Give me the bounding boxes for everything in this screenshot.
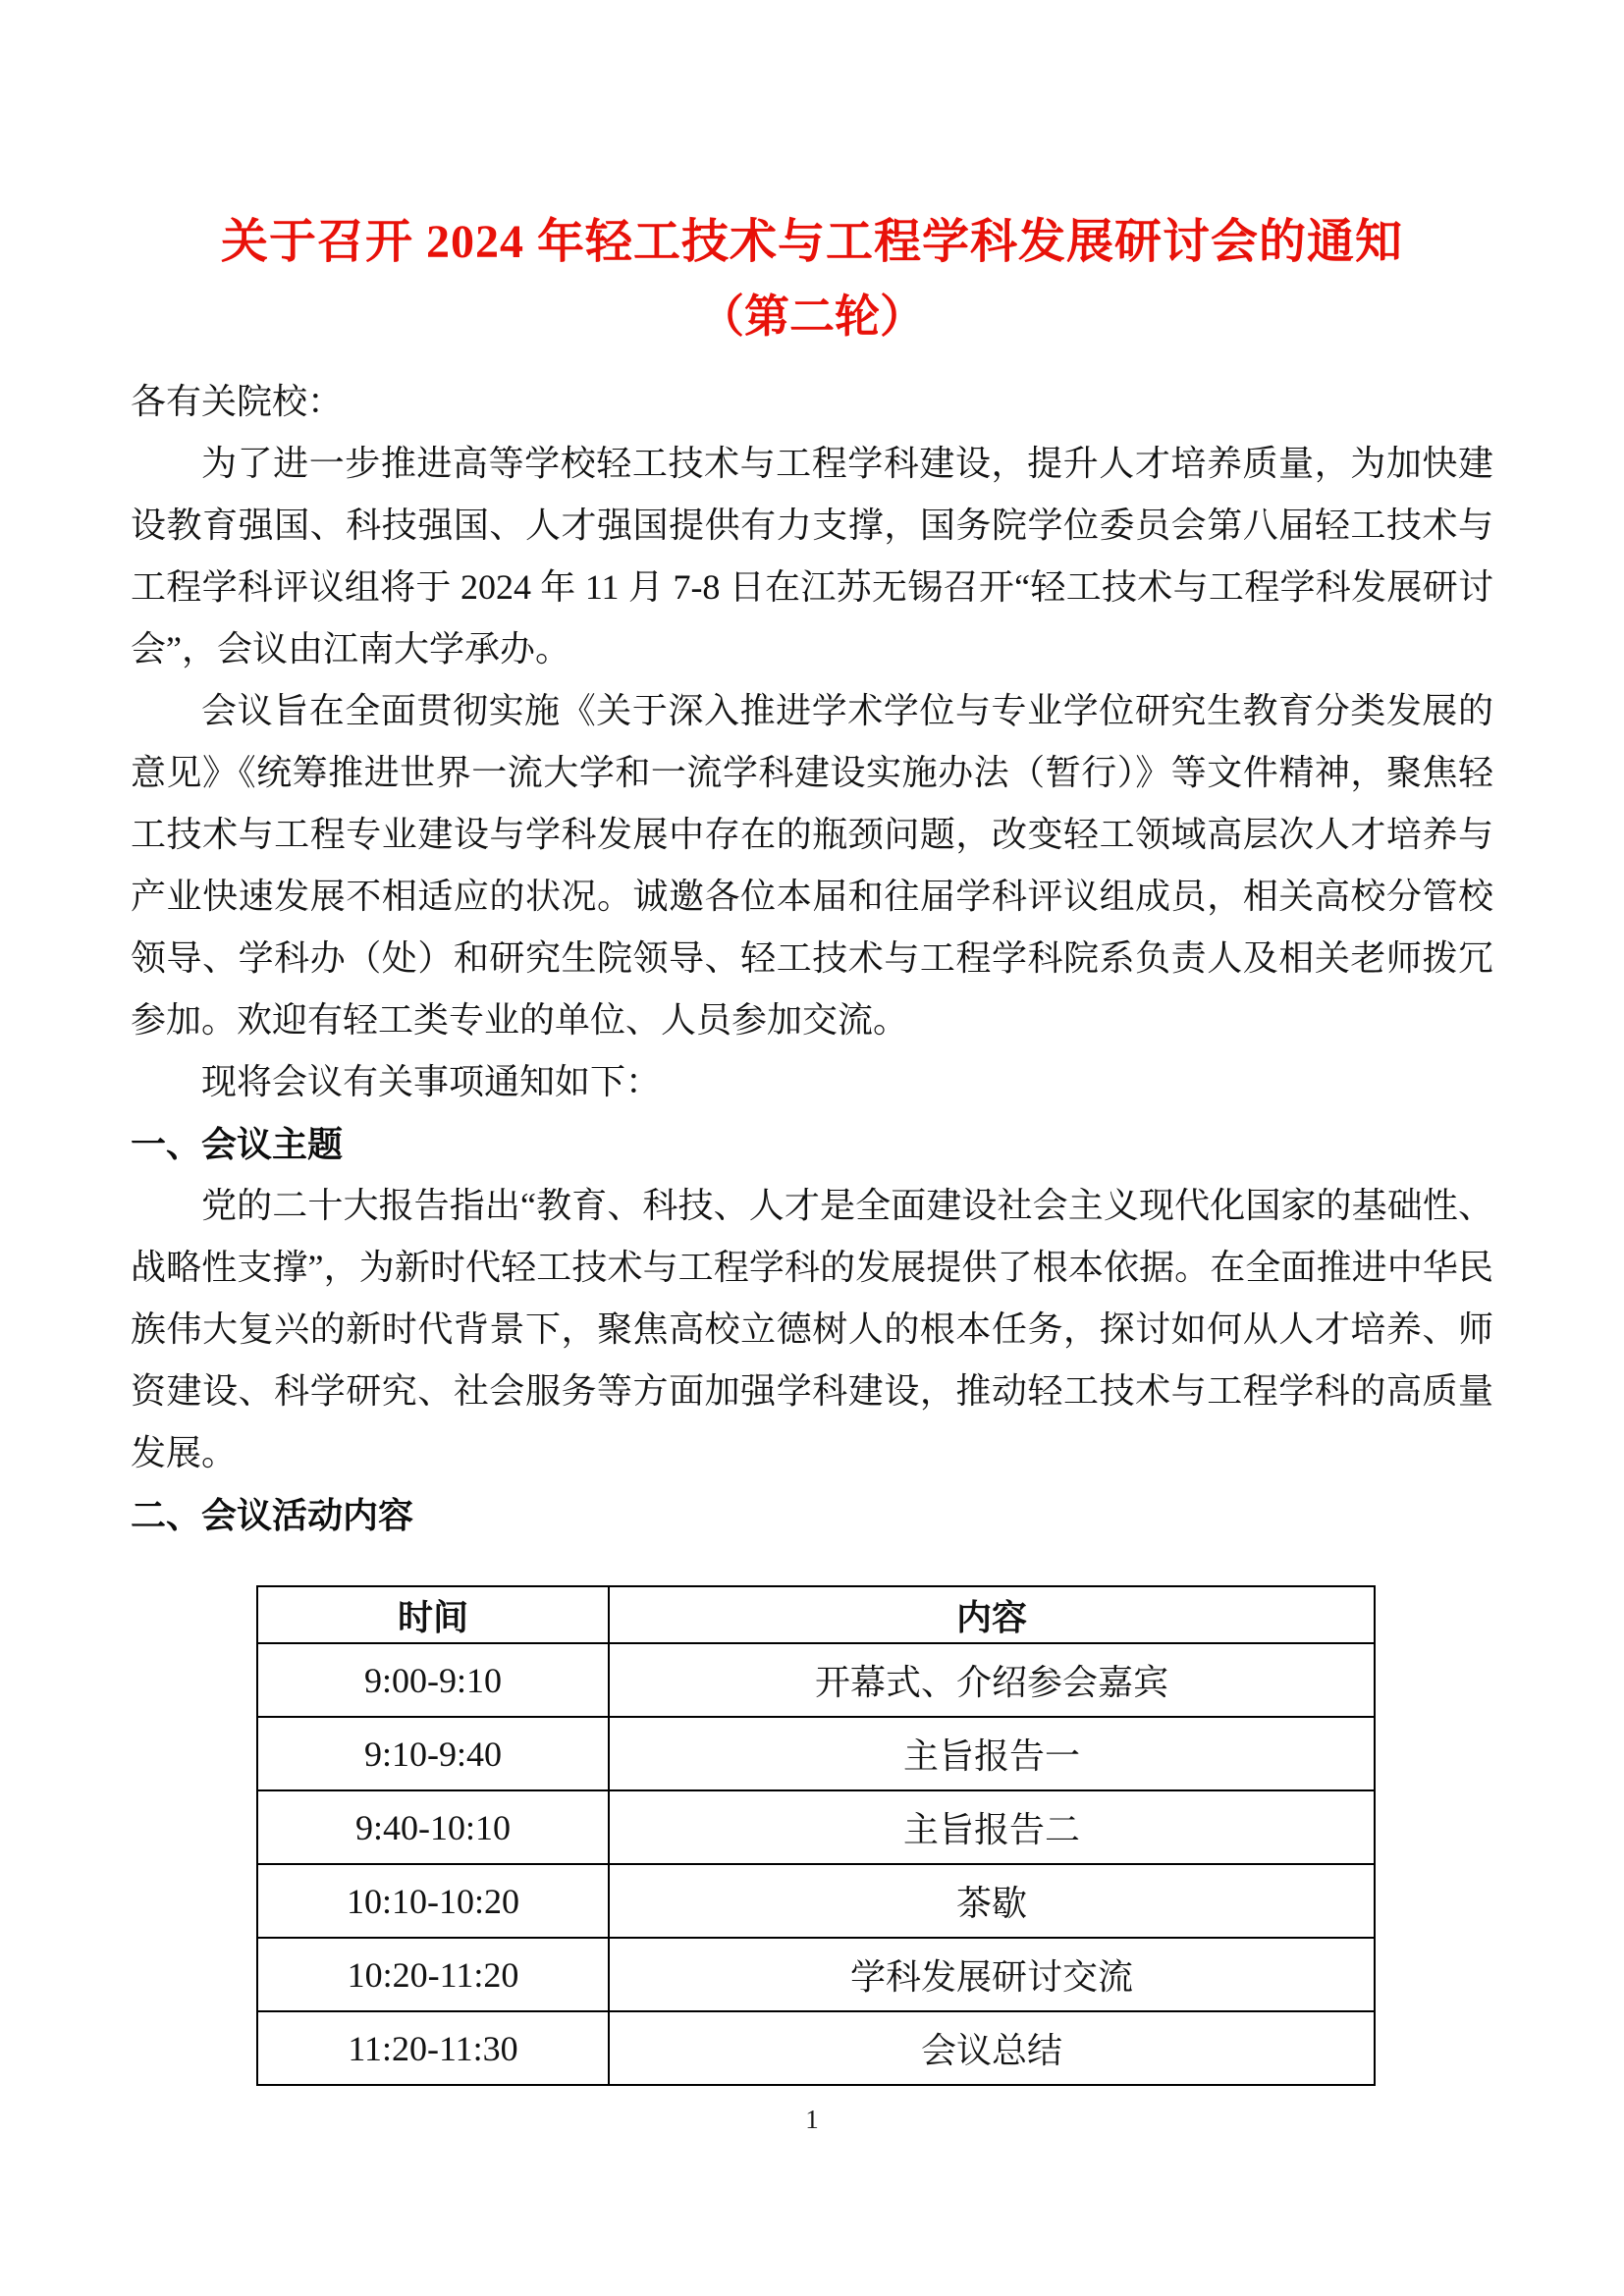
table-row xyxy=(257,1643,1375,1717)
cell-time: 11:20-11:30 xyxy=(257,2011,609,2085)
schedule-table xyxy=(256,1585,1376,2086)
section-2-heading: 二、会议活动内容 xyxy=(131,1495,414,1535)
paragraph-1: 为了进一步推进高等学校轻工技术与工程学科建设，提升人才培养质量，为加快建设教育强国、科技强国、人才强国提供有力支撑，国务院学位委员会第八届轻工技术与工程学科评议组将于 2024 年 11 月 7-8 日在江苏无锡召开“轻工技术与工程学科发展研讨会”，会议由江南大学承办。 xyxy=(131,444,1493,668)
cell-content: 会议总结 xyxy=(609,2011,1375,2085)
cell-content: 主旨报告一 xyxy=(609,1717,1375,1790)
cell-content: 开幕式、介绍参会嘉宾 xyxy=(609,1643,1375,1717)
cell-content: 主旨报告二 xyxy=(609,1790,1375,1864)
schedule-header-row xyxy=(257,1586,1375,1643)
cell-time: 10:10-10:20 xyxy=(257,1864,609,1938)
table-row xyxy=(257,1864,1375,1938)
cell-time: 9:10-9:40 xyxy=(257,1717,609,1790)
cell-content: 学科发展研讨交流 xyxy=(609,1938,1375,2011)
cell-content: 茶歇 xyxy=(609,1864,1375,1938)
page-number: 1 xyxy=(805,2105,819,2134)
section-1-body: 党的二十大报告指出“教育、科技、人才是全面建设社会主义现代化国家的基础性、战略性支撑”，为新时代轻工技术与工程学科的发展提供了根本依据。在全面推进中华民族伟大复兴的新时代背景下，聚焦高校立德树人的根本任务，探讨如何从人才培养、师资建设、科学研究、社会服务等方面加强学科建设，推动轻工技术与工程学科的高质量发展。 xyxy=(131,1186,1493,1472)
table-row xyxy=(257,2011,1375,2085)
table-row xyxy=(257,1938,1375,2011)
paragraph-3: 现将会议有关事项通知如下： xyxy=(201,1062,662,1101)
table-row xyxy=(257,1790,1375,1864)
paragraph-2: 会议旨在全面贯彻实施《关于深入推进学术学位与专业学位研究生教育分类发展的意见》《统筹推进世界一流大学和一流学科建设实施办法（暂行）》等文件精神，聚焦轻工技术与工程专业建设与学科发展中存在的瓶颈问题，改变轻工领域高层次人才培养与产业快速发展不相适应的状况。诚邀各位本届和往届学科评议组成员，相关高校分管校领导、学科办（处）和研究生院领导、轻工技术与工程学科院系负责人及相关老师拨冗参加。欢迎有轻工类专业的单位、人员参加交流。 xyxy=(131,691,1493,1040)
document-subtitle: （第二轮） xyxy=(699,292,925,342)
schedule-header-time: 时间 xyxy=(257,1586,609,1643)
cell-time: 9:40-10:10 xyxy=(257,1790,609,1864)
cell-time: 10:20-11:20 xyxy=(257,1938,609,2011)
document-title: 关于召开 2024 年轻工技术与工程学科发展研讨会的通知 xyxy=(220,216,1403,268)
table-row xyxy=(257,1717,1375,1790)
cell-time: 9:00-9:10 xyxy=(257,1643,609,1717)
schedule-header-content: 内容 xyxy=(609,1586,1375,1643)
salutation: 各有关院校： xyxy=(131,382,344,421)
section-1-heading: 一、会议主题 xyxy=(131,1124,344,1164)
